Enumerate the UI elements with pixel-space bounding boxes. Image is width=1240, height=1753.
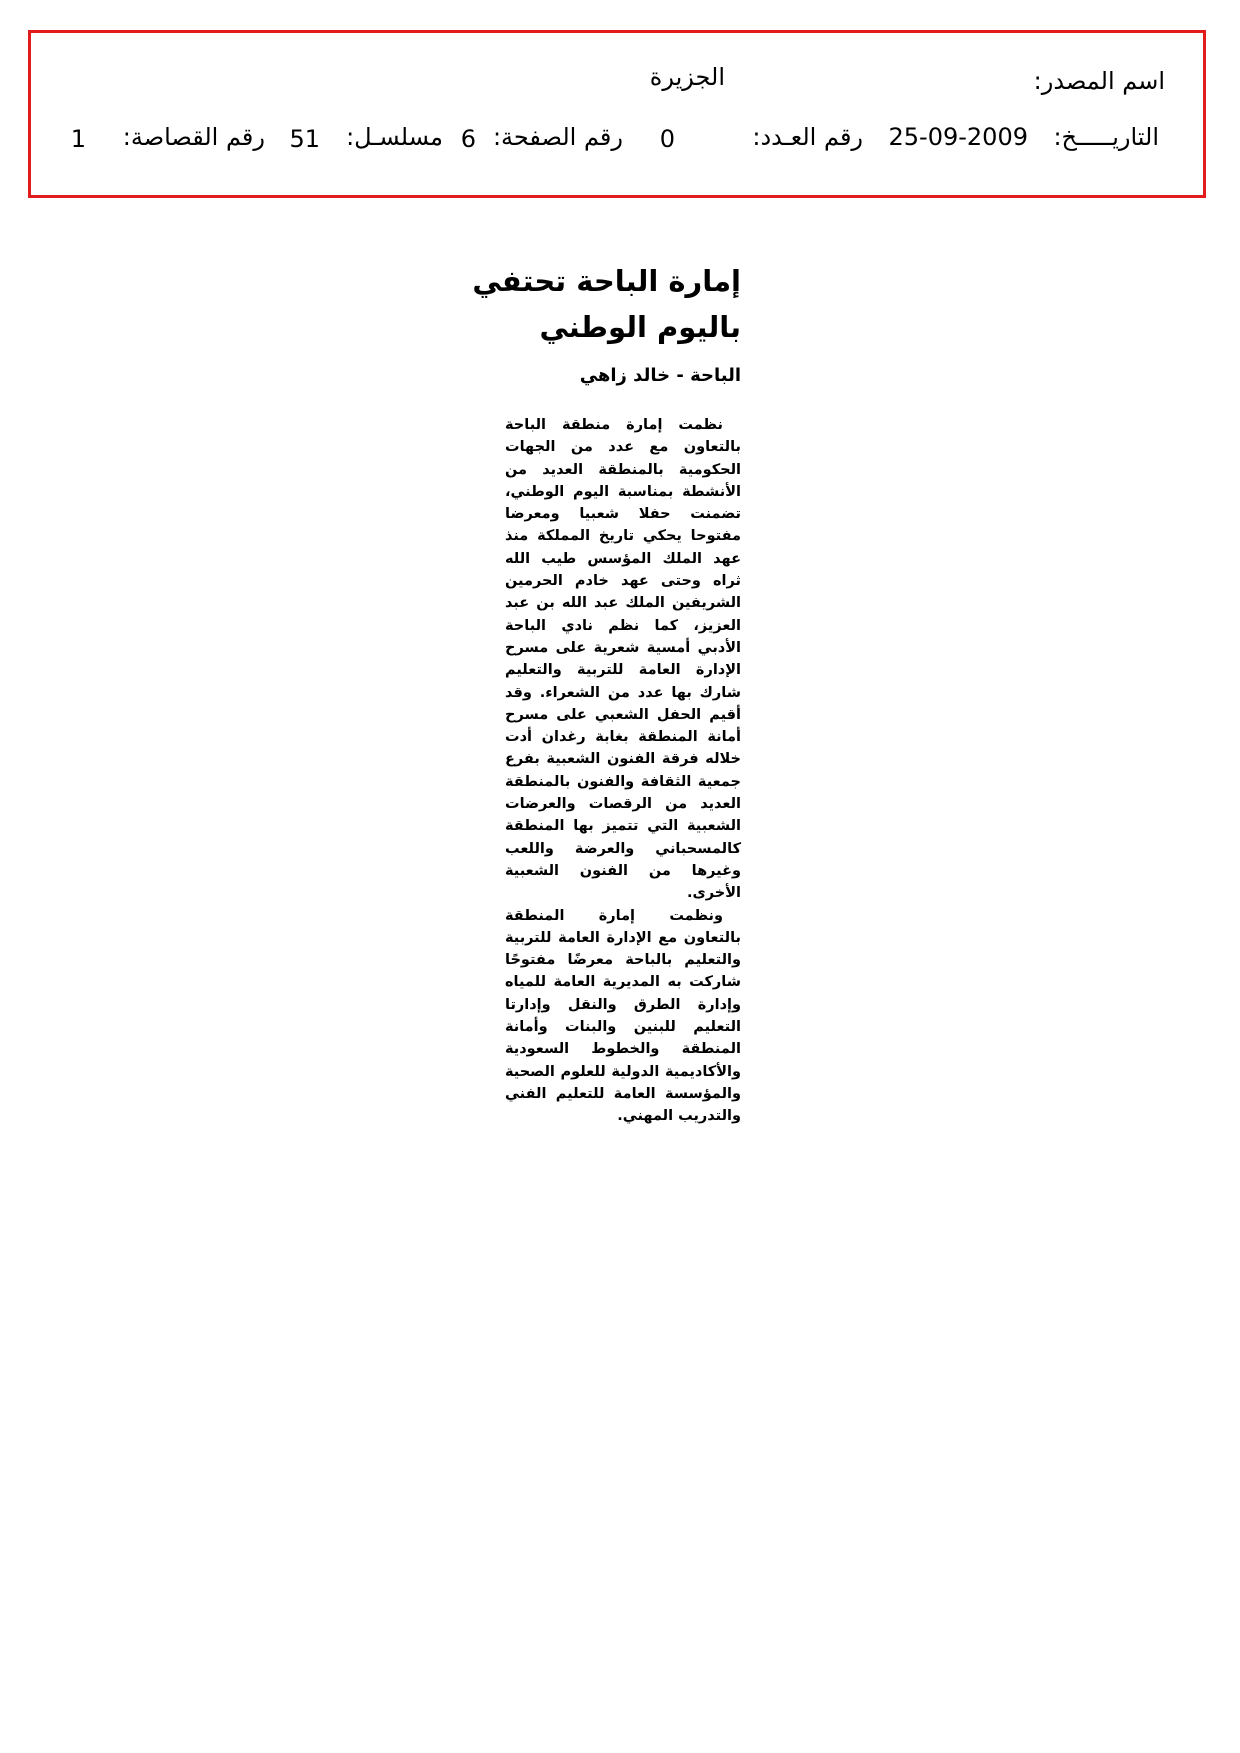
article-byline: الباحة - خالد زاهي [579, 365, 741, 386]
article-headline [445, 258, 741, 350]
serial-label: مسلسـل: [346, 123, 443, 151]
clipping-number-label: رقم القصاصة: [122, 123, 265, 151]
headline-line-1: إمارة الباحة تحتفي [472, 264, 741, 298]
clipping-number-value: 1 [70, 125, 86, 153]
clipping-metadata-box [28, 30, 1206, 198]
date-value: 25-09-2009 [888, 123, 1028, 151]
article-paragraph-2: ونظمت إمارة المنطقة بالتعاون مع الإدارة العامة للتربية والتعليم بالباحة معرضًا مفتوحًا شاركت به المديرية العامة للمياه وإدارة الطرق والنقل وإدارتا التعليم للبنين والبنات وأمانة المنطقة والخطوط السعودية والأكاديمية الدولية للعلوم الصحية والمؤسسة العامة للتعليم الفني والتدريب المهني. [505, 907, 741, 1125]
source-label: اسم المصدر: [1033, 67, 1165, 95]
page-number-label: رقم الصفحة: [492, 123, 623, 151]
page-number-value: 6 [460, 125, 476, 153]
article-paragraph-1: نظمت إمارة منطقة الباحة بالتعاون مع عدد من الجهات الحكومية بالمنطقة العديد من الأنشطة بمناسبة اليوم الوطني، تضمنت حفلا شعبيا ومعرضا مفتوحا يحكي تاريخ المملكة منذ عهد الملك المؤسس طيب الله ثراه وحتى عهد خادم الحرمين الشريفين الملك عبد الله بن عبد العزيز، كما نظم نادي الباحة الأدبي أمسية شعرية على مسرح الإدارة العامة للتربية والتعليم شارك بها عدد من الشعراء. وقد أقيم الحفل الشعبي على مسرح أمانة المنطقة بغابة رغدان أدت خلاله فرقة الفنون الشعبية بفرع جمعية الثقافة والفنون بالمنطقة العديد من الرقصات والعرضات الشعبية التي تتميز بها المنطقة كالمسحباني والعرضة واللعب وغيرها من الفنون الشعبية الأخرى. [505, 417, 741, 902]
date-label: التاريـــــخ: [1053, 123, 1159, 151]
issue-number-label: رقم العـدد: [752, 123, 863, 151]
issue-number-value: 0 [659, 125, 675, 153]
news-article [472, 258, 741, 1128]
source-value: الجزيرة [649, 63, 725, 91]
serial-value: 51 [289, 125, 320, 153]
headline-line-2: باليوم الوطني [539, 310, 741, 344]
